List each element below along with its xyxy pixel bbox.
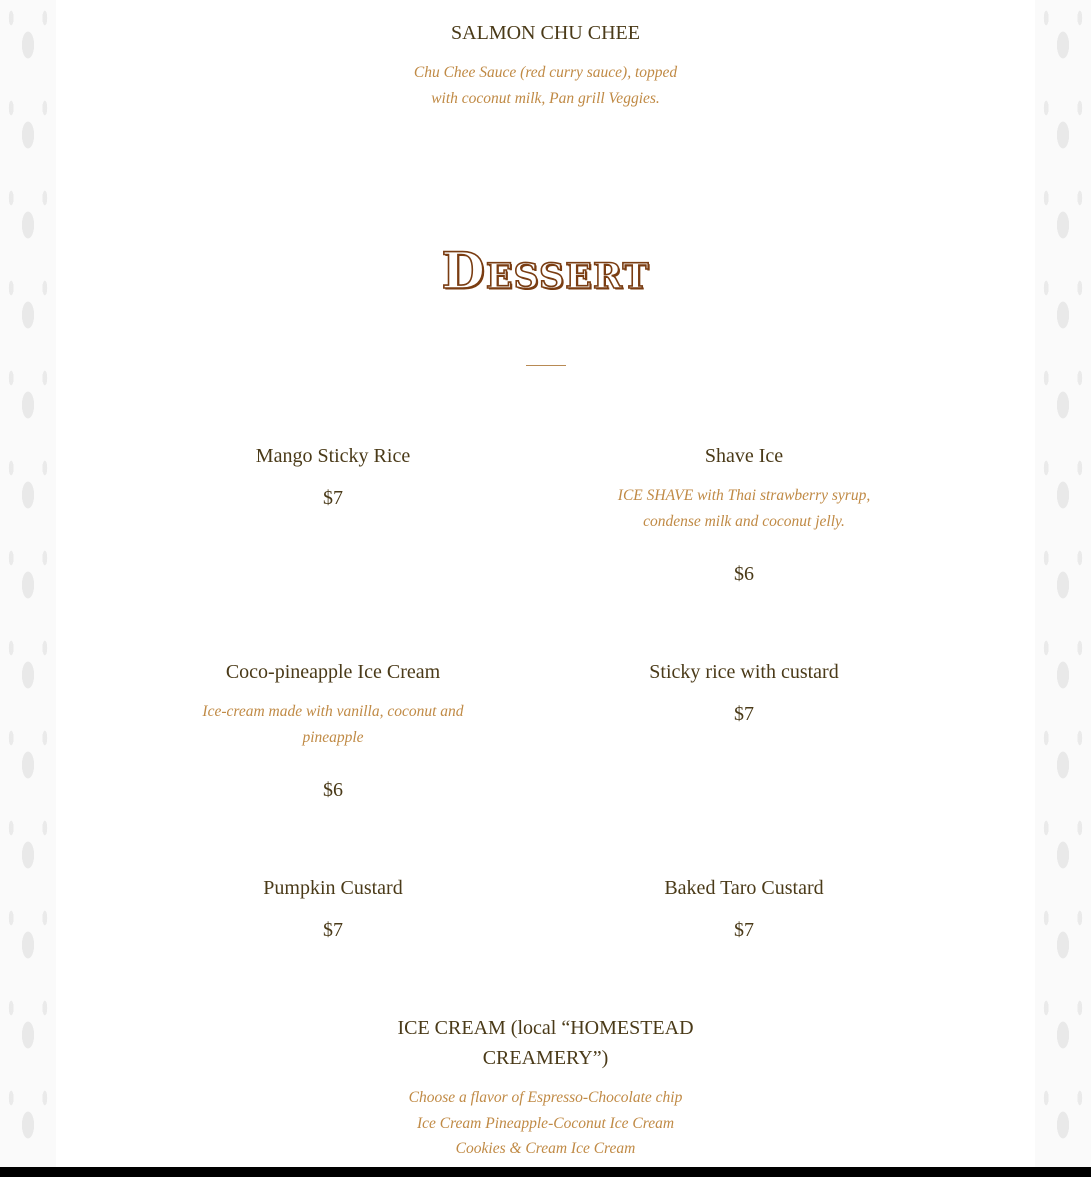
description-line: ICE SHAVE with Thai strawberry syrup, xyxy=(617,487,871,504)
menu-item-description xyxy=(128,699,538,750)
menu-item-name: Mango Sticky Rice xyxy=(255,445,411,467)
menu-item-name: Baked Taro Custard xyxy=(664,877,824,899)
menu-item-name: Sticky rice with custard xyxy=(649,661,839,683)
description-line: with coconut milk, Pan grill Veggies. xyxy=(431,89,660,107)
menu-item-price: $6 xyxy=(323,779,343,801)
menu-item-name: SALMON CHU CHEE xyxy=(451,22,640,44)
section-title-dessert: Dessert xyxy=(441,241,650,300)
description-line: pineapple xyxy=(302,728,364,746)
menu-item-price: $7 xyxy=(734,919,754,941)
menu-item-name: Coco-pineapple Ice Cream xyxy=(225,661,441,683)
menu-item-price: $7 xyxy=(323,919,343,941)
menu-item-name: Shave Ice xyxy=(704,445,784,467)
name-line: ICE CREAM (local “HOMESTEAD xyxy=(397,1017,694,1039)
bottom-bar xyxy=(0,1167,1091,1177)
description-line: Chu Chee Sauce (red curry sauce), topped xyxy=(413,64,678,81)
menu-item-name xyxy=(340,1013,751,1073)
menu-item-price: $7 xyxy=(734,703,754,725)
decorative-side-pattern-right xyxy=(1035,0,1091,1167)
decorative-side-pattern-left xyxy=(0,0,56,1167)
menu-item-description xyxy=(340,60,751,111)
menu-item-price: $6 xyxy=(734,563,754,585)
section-divider xyxy=(526,365,566,366)
description-line: condense milk and coconut jelly. xyxy=(643,512,845,530)
menu-item-description xyxy=(340,1085,751,1162)
description-line: Ice-cream made with vanilla, coconut and xyxy=(202,703,464,720)
menu-item-name: Pumpkin Custard xyxy=(263,877,403,899)
menu-item-price: $7 xyxy=(323,487,343,509)
description-line: Ice Cream Pineapple-Coconut Ice Cream xyxy=(416,1114,675,1132)
name-line: CREAMERY”) xyxy=(482,1047,609,1069)
menu-item-description xyxy=(539,483,949,534)
description-line: Choose a flavor of Espresso-Chocolate chip xyxy=(408,1089,683,1106)
description-line: Cookies & Cream Ice Cream xyxy=(455,1140,636,1157)
